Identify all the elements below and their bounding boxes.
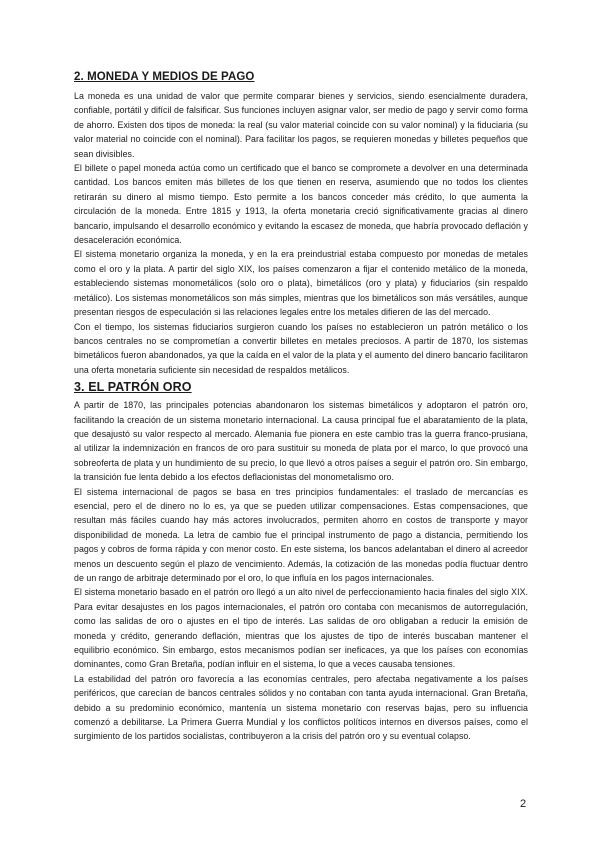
paragraph: La estabilidad del patrón oro favorecía a las economías centrales, pero afectaba negativamente a los países periféricos, que carecían de bancos centrales sólidos y no contaban con tanta ayuda internacional. Gran Bretaña, debido a su predominio económico, mantenía un sistema monetario con reservas bajas, pero su influencia comenzó a debilitarse. La Primera Guerra Mundial y los conflictos políticos internos en diversos países, como el surgimiento de los partidos socialistas, contribuyeron a la crisis del patrón oro y su eventual colapso. (74, 673, 528, 742)
paragraph: A partir de 1870, las principales potencias abandonaron los sistemas bimetálicos y adoptaron el patrón oro, facilitando la creación de un sistema monetario internacional. La causa principal fue el abaratamiento de la plata, que desajustó su valor respecto al mercado. Alemania fue pionera en este cambio tras la guerra franco-prusiana, al utilizar la indemnización en francos de oro para sustituir su moneda de plata por el marco, lo que provocó una sobreoferta de plata y un hundimiento de su precio, lo que llevó a otros países a seguir el patrón oro. Sin embargo, la transición fue lenta debido a los efectos deflacionistas del monometalismo oro. (74, 400, 528, 483)
section-heading-patron-oro: 3. EL PATRÓN ORO (74, 380, 192, 395)
paragraph: El sistema internacional de pagos se basa en tres principios fundamentales: el traslado de mercancías es esencial, pero el de dinero no lo es, ya que se pueden utilizar compensaciones. Estas compensaciones, que resultan más fáciles cuando hay más actores involucrados, permiten ahorro en costos de transporte y mayor disponibilidad de moneda. La letra de cambio fue el principal instrumento de pago a distancia, permitiendo los pagos y cobros de forma rápida y con menor costo. En este sistema, los bancos adelantaban el dinero al acreedor menos un descuento según el plazo de vencimiento. Además, la cotización de las monedas podía fluctuar dentro de un rango de arbitraje determinado por el oro, lo que influía en los pagos internacionales. (74, 486, 528, 583)
document-page (74, 70, 528, 744)
paragraph: Con el tiempo, los sistemas fiduciarios surgieron cuando los países no establecieron un patrón metálico o los bancos centrales no se comprometían a convertir billetes en metales preciosos. A partir de 1870, los sistemas bimetálicos fueron abandonados, ya que la caída en el valor de la plata y el aumento del dinero bancario facilitaron una oferta monetaria suficiente sin necesidad de respaldos metálicos. (74, 321, 528, 375)
paragraph: La moneda es una unidad de valor que permite comparar bienes y servicios, siendo esencialmente duradera, confiable, portátil y difícil de falsificar. Sus funciones incluyen asignar valor, ser medio de pago y servir como forma de ahorro. Existen dos tipos de moneda: la real (su valor material coincide con su valor nominal) y la fiduciaria (su valor material no coincide con el nominal). Para facilitar los pagos, se requieren monedas y billetes pequeños que sean divisibles. (74, 91, 528, 159)
paragraph: El billete o papel moneda actúa como un certificado que el banco se compromete a devolver en una determinada cantidad. Los bancos emiten más billetes de los que tienen en reserva, asumiendo que no todos los clientes retirarán su dinero al mismo tiempo. Esto permite a los bancos conceder más crédito, lo que aumenta la circulación de la moneda. Entre 1815 y 1913, la oferta monetaria creció significativamente gracias al dinero bancario, impulsando el desarrollo económico y evitando la escasez de moneda, que habría provocado deflación y desaceleración económica. (74, 163, 528, 246)
paragraph: El sistema monetario basado en el patrón oro llegó a un alto nivel de perfeccionamiento hacia finales del siglo XIX. Para evitar desajustes en los pagos internacionales, el patrón oro contaba con mecanismos de autorregulación, como las salidas de oro o ajustes en el tipo de interés. Las salidas de oro obligaban a reducir la emisión de moneda y crédito, generando deflación, mientras que los ajustes de tipo de interés buscaban mantener el equilibrio económico. Sin embargo, estos mecanismos podían ser ineficaces, ya que los países con economías dominantes, como Gran Bretaña, podían influir en el sistema, lo que a veces causaba tensiones. (74, 587, 528, 670)
section-heading-moneda: 2. MONEDA Y MEDIOS DE PAGO (74, 71, 255, 83)
paragraph: El sistema monetario organiza la moneda, y en la era preindustrial estaba compuesto por monedas de metales como el oro y la plata. A partir del siglo XIX, los países comenzaron a fijar el contenido metálico de la moneda, estableciendo sistemas monometálicos (solo oro o plata), bimetálicos (oro y plata) y fiduciarios (sin respaldo metálico). Los sistemas monometálicos son más simples, mientras que los bimetálicos son más versátiles, aunque presentan riesgos de especulación si las relaciones legales entre los metales difieren de las del mercado. (74, 249, 528, 318)
page-number: 2 (520, 798, 527, 810)
